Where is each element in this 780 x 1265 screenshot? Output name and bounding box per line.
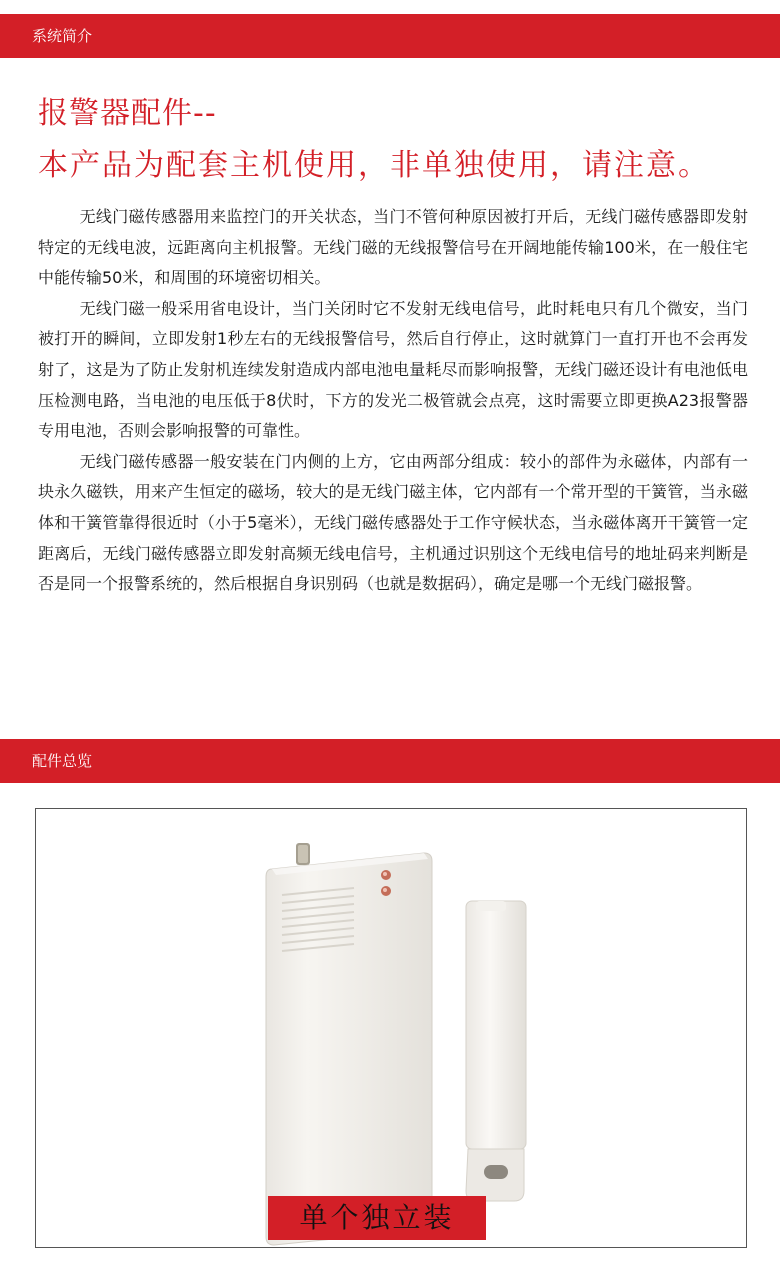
section-header-overview-label: 配件总览	[32, 752, 93, 770]
paragraph-1: 无线门磁传感器用来监控门的开关状态，当门不管何种原因被打开后，无线门磁传感器即发射特定的无线电波，远距离向主机报警。无线门磁的无线报警信号在开阔地能传输100米，在一般住宅中能传输50米，和周围的环境密切相关。	[38, 207, 748, 288]
paragraph-2: 无线门磁一般采用省电设计，当门关闭时它不发射无线电信号，此时耗电只有几个微安，当门被打开的瞬间，立即发射1秒左右的无线报警信号，然后自行停止，这时就算门一直打开也不会再发射了，这是为了防止发射机连续发射造成内部电池电量耗尽而影响报警，无线门磁还设计有电池低电压检测电路，当电池的电压低于8伏时，下方的发光二极管就会点亮，这时需要立即更换A23报警器专用电池，否则会影响报警的可靠性。	[38, 298, 748, 441]
product-caption: 单个独立装	[268, 1196, 486, 1240]
paragraph-3: 无线门磁传感器一般安装在门内侧的上方，它由两部分组成：较小的部件为永磁体，内部有一块永久磁铁，用来产生恒定的磁场，较大的是无线门磁主体，它内部有一个常开型的干簧管，当永磁体和干簧管靠得很近时（小于5毫米），无线门磁传感器处于工作守候状态，当永磁体离开干簧管一定距离后，无线门磁传感器立即发射高频无线电信号，主机通过识别这个无线电信号的地址码来判断是否是同一个报警系统的，然后根据自身识别码（也就是数据码），确定是哪一个无线门磁报警。	[38, 451, 748, 594]
section-header-intro-label: 系统简介	[32, 27, 93, 45]
door-sensor-image	[36, 809, 745, 1246]
notice-title: 本产品为配套主机使用，非单独使用，请注意。	[38, 148, 710, 183]
description-body	[38, 202, 748, 600]
antenna	[296, 843, 310, 865]
transmitter-body	[266, 853, 432, 1245]
section-header-overview	[0, 739, 780, 783]
product-photo-frame	[35, 808, 747, 1248]
magnet-piece	[466, 901, 526, 1201]
page-title: 报警器配件--	[38, 96, 217, 131]
section-header-intro	[0, 14, 780, 58]
